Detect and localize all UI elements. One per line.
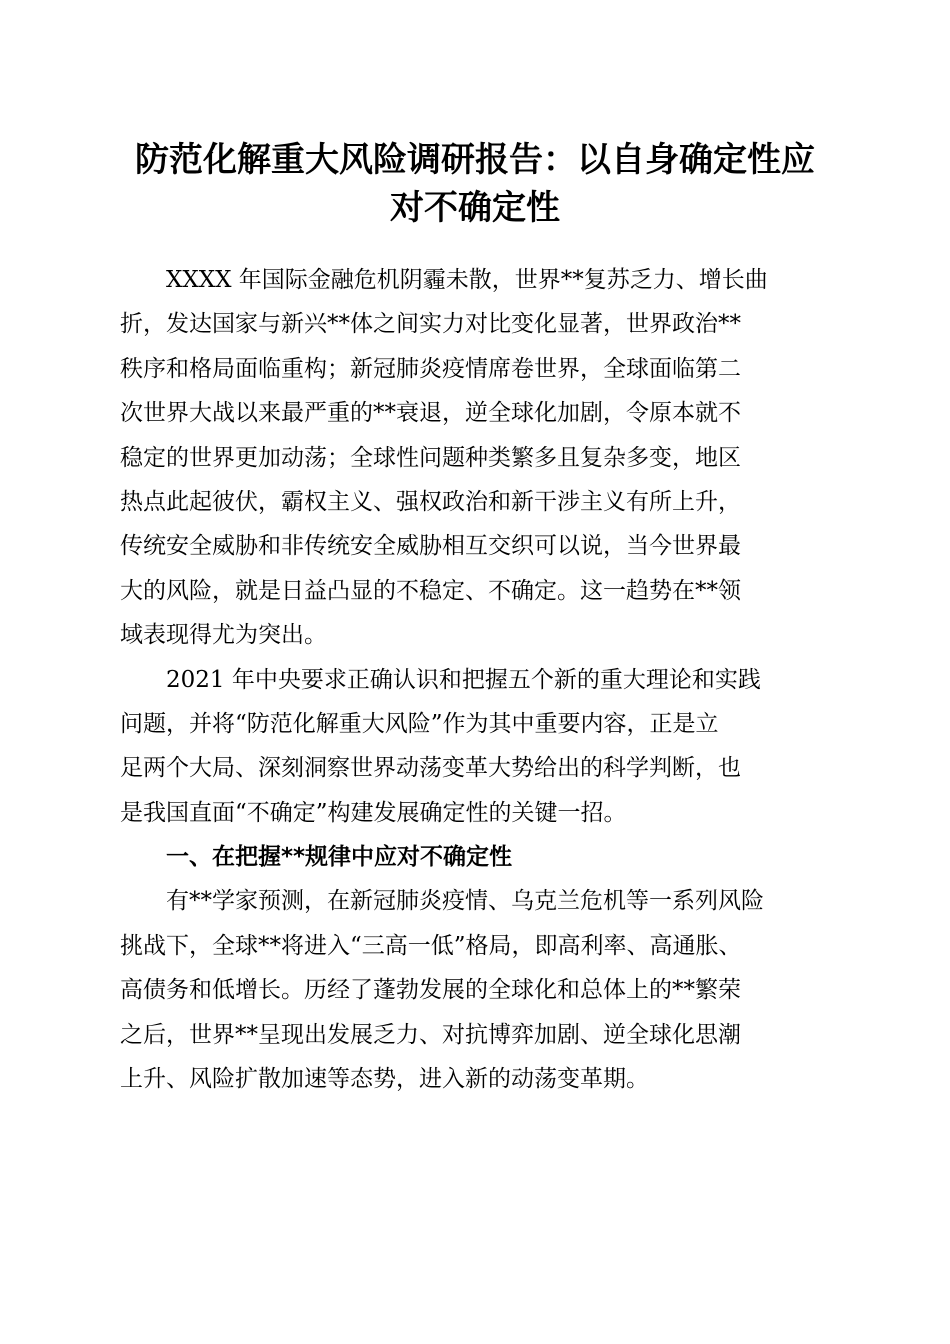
text-line: 2021 年中央要求正确认识和把握五个新的重大理论和实践	[120, 666, 761, 693]
text-line: 是我国直面“不确定”构建发展确定性的关键一招。	[120, 799, 627, 826]
section-heading-1	[120, 835, 832, 879]
text-line: 稳定的世界更加动荡；全球性问题种类繁多且复杂多变，地区	[120, 444, 741, 471]
paragraph-2021	[120, 658, 832, 836]
text-line: 域表现得尤为突出。	[120, 622, 327, 649]
text-line: 挑战下，全球**将进入“三高一低”格局，即高利率、高通胀、	[120, 932, 742, 959]
text-line: 热点此起彼伏，霸权主义、强权政治和新干涉主义有所上升，	[120, 488, 741, 515]
text-line: 折，发达国家与新兴**体之间实力对比变化显著，世界政治**	[120, 311, 741, 338]
text-line: 问题，并将“防范化解重大风险”作为其中重要内容，正是立	[120, 710, 719, 737]
text-line: 大的风险，就是日益凸显的不稳定、不确定。这一趋势在**领	[120, 577, 741, 604]
text-line: 之后，世界**呈现出发展乏力、对抗博弈加剧、逆全球化思潮	[120, 1021, 741, 1048]
text-line: XXXX 年国际金融危机阴霾未散，世界**复苏乏力、增长曲	[120, 267, 768, 293]
text-line: 秩序和格局面临重构；新冠肺炎疫情席卷世界，全球面临第二	[120, 355, 741, 382]
paragraph-section-1	[120, 879, 832, 1101]
text-line: 足两个大局、深刻洞察世界动荡变革大势给出的科学判断，也	[120, 755, 741, 782]
heading-line: 一、在把握**规律中应对不确定性	[120, 844, 513, 871]
document-body	[120, 258, 832, 1101]
text-line: 次世界大战以来最严重的**衰退，逆全球化加剧，令原本就不	[120, 400, 741, 427]
title-line: 防范化解重大风险调研报告：以自身确定性应	[135, 140, 815, 180]
text-line: 上升、风险扩散加速等态势，进入新的动荡变革期。	[120, 1066, 649, 1093]
text-line: 传统安全威胁和非传统安全威胁相互交织可以说，当今世界最	[120, 533, 741, 560]
text-line: 高债务和低增长。历经了蓬勃发展的全球化和总体上的**繁荣	[120, 977, 741, 1004]
title-line: 对不确定性	[390, 188, 560, 228]
document-title	[105, 136, 845, 232]
text-line: 有**学家预测，在新冠肺炎疫情、乌克兰危机等一系列风险	[120, 888, 764, 915]
paragraph-intro	[120, 258, 832, 658]
